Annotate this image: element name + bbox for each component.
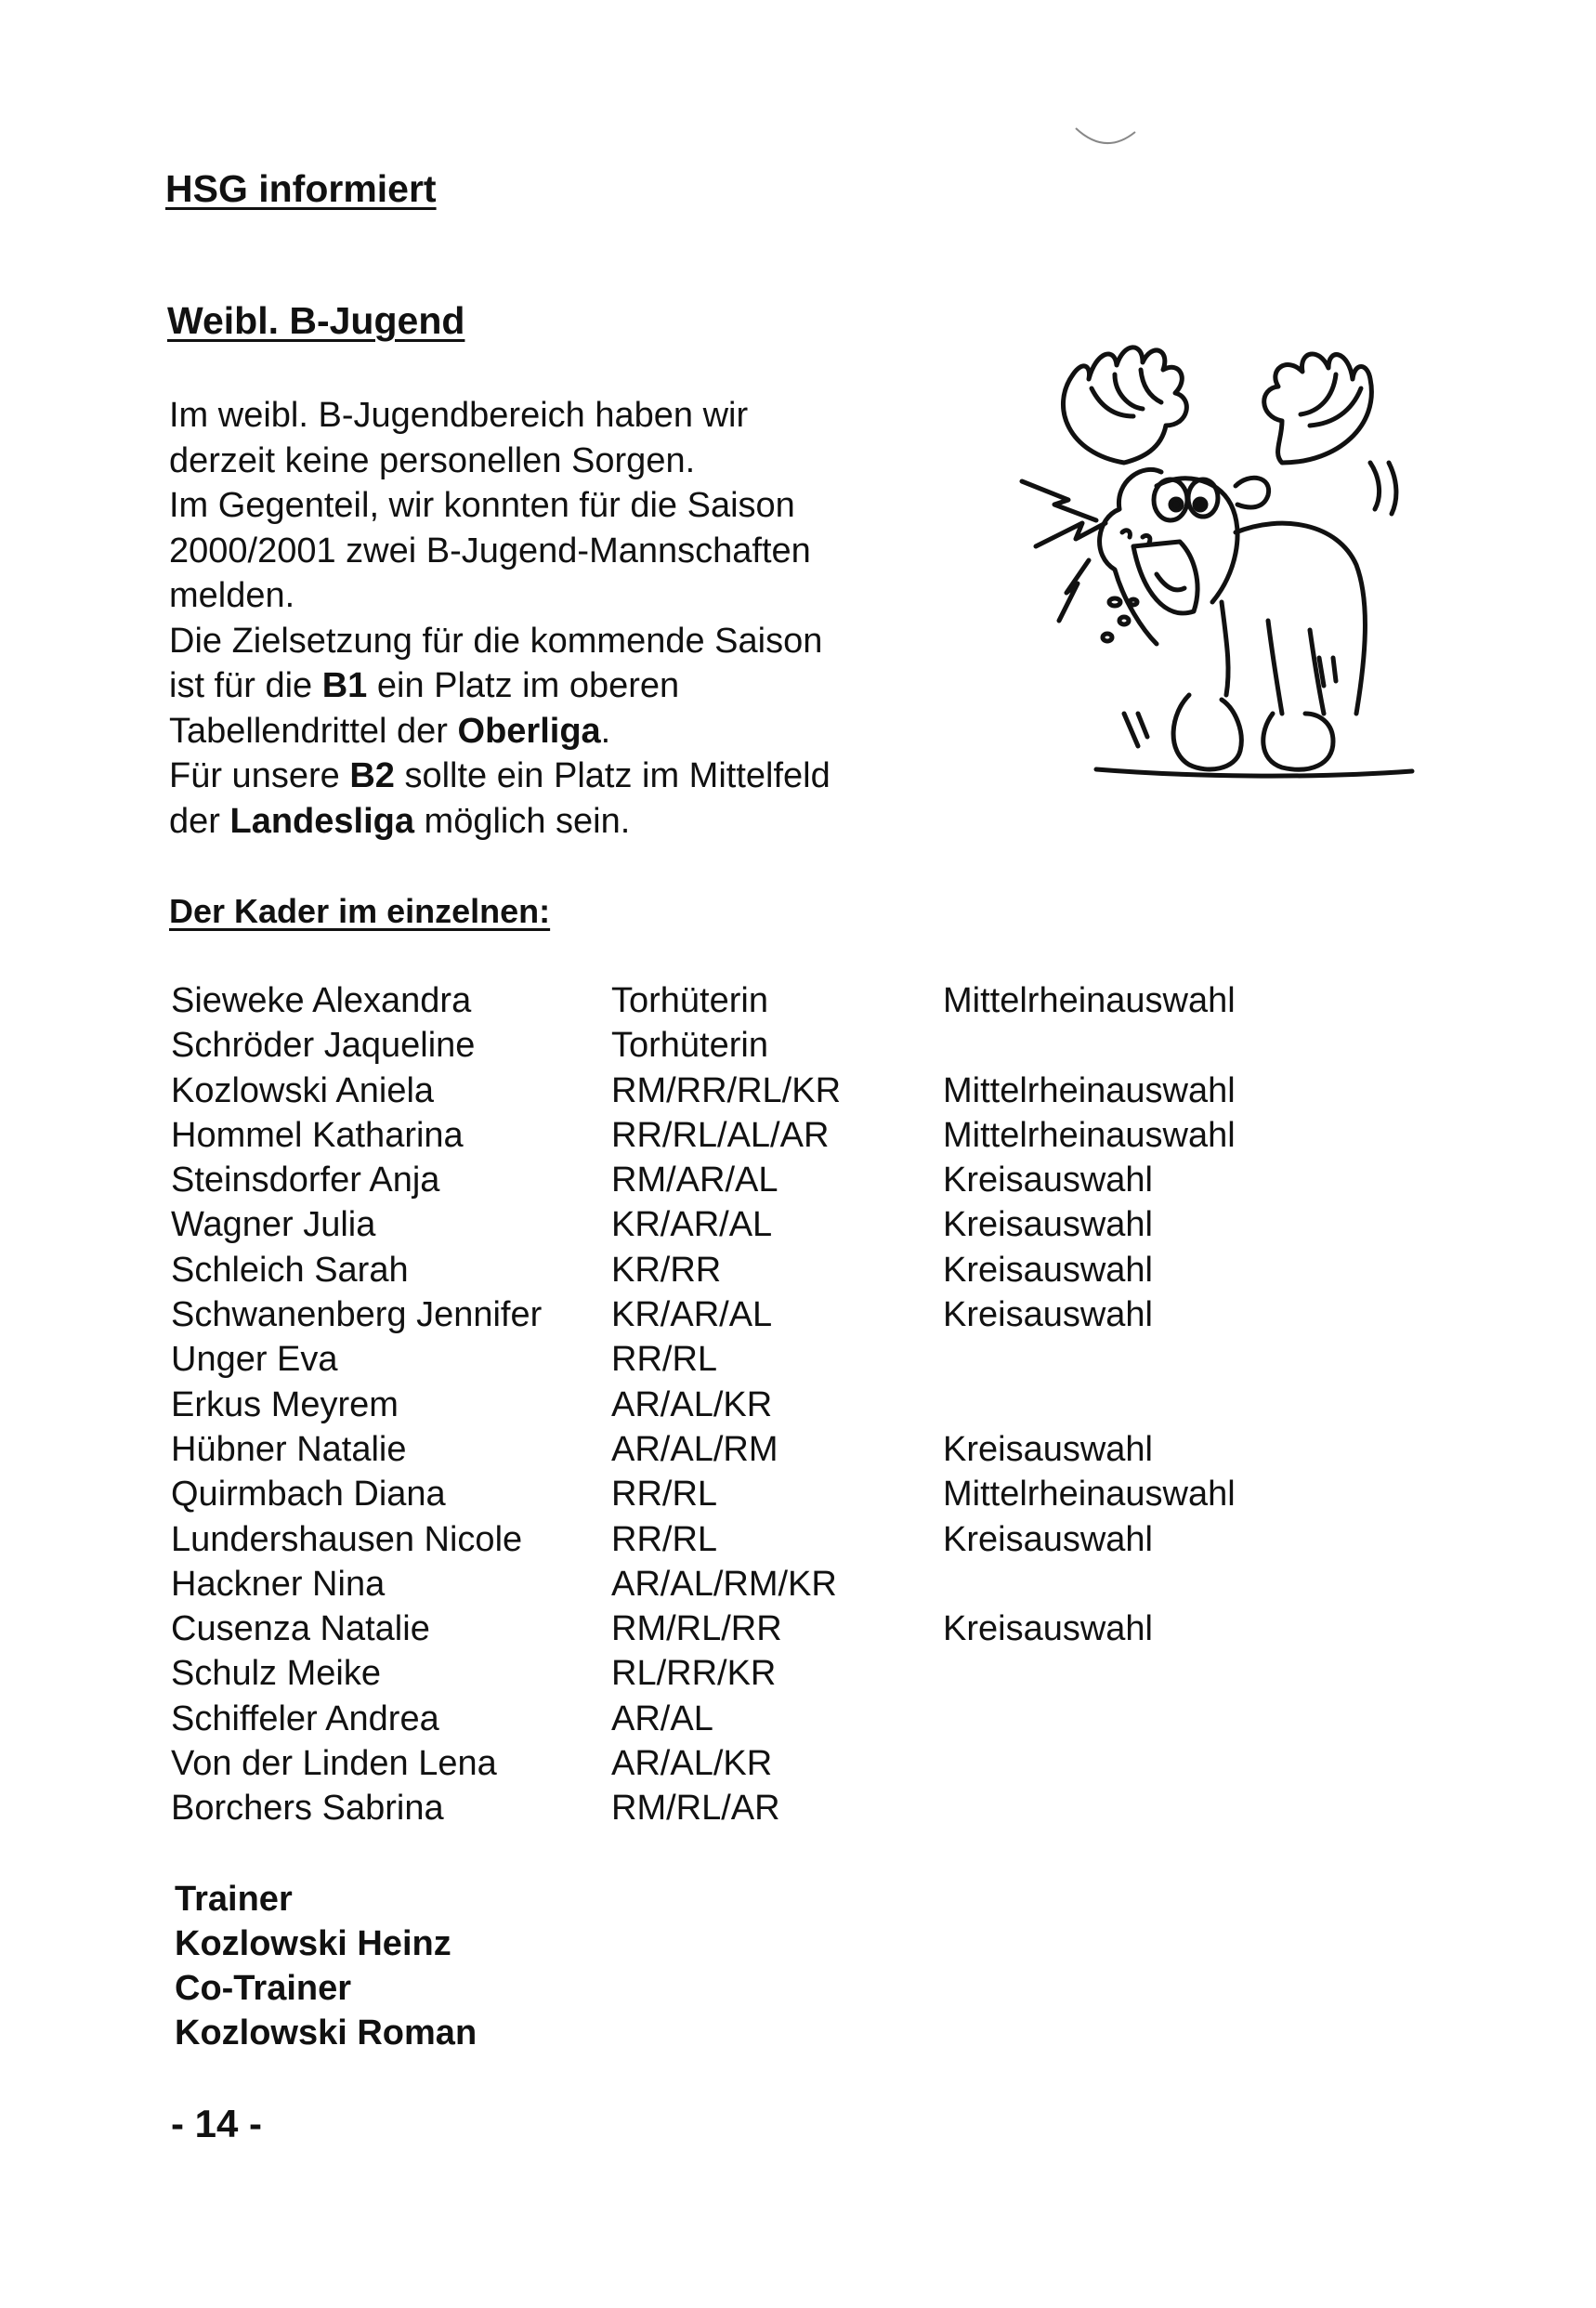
player-selection: Kreisauswahl: [943, 1519, 1153, 1559]
roster-row: [171, 1786, 1286, 1830]
player-position: RR/RL/AL/AR: [611, 1115, 830, 1155]
intro-text-span: ein Platz im oberen: [367, 666, 680, 705]
team-b1: B1: [321, 666, 368, 705]
roster-row: [171, 1113, 1286, 1158]
player-selection: Mittelrheinauswahl: [943, 1115, 1236, 1155]
player-selection: Mittelrheinauswahl: [943, 981, 1236, 1020]
section-title: Weibl. B-Jugend: [167, 299, 465, 342]
player-name: Schröder Jaqueline: [171, 1026, 476, 1066]
player-selection: [943, 1562, 1277, 1606]
player-name: Sieweke Alexandra: [171, 981, 472, 1020]
player-position: RM/AR/AL: [611, 1161, 778, 1200]
intro-line: [169, 709, 968, 754]
player-selection: [943, 1786, 1277, 1830]
roster-row: [171, 1517, 1286, 1562]
player-selection: Kreisauswahl: [943, 1295, 1153, 1335]
intro-line: 2000/2001 zwei B-Jugend-Mannschaften: [169, 531, 811, 570]
roster-row: [171, 1741, 1286, 1786]
player-position: AR/AL/RM: [611, 1429, 778, 1469]
player-position: RR/RL: [611, 1519, 718, 1559]
player-selection: [943, 1337, 1277, 1382]
player-position: RL/RR/KR: [611, 1654, 777, 1694]
intro-text-span: sollte ein Platz im Mittelfeld: [394, 756, 831, 795]
player-position: AR/AL/KR: [611, 1384, 773, 1424]
player-selection: [943, 1741, 1277, 1786]
roster-row: [171, 1472, 1286, 1516]
player-selection: [943, 1697, 1277, 1741]
player-name: Schwanenberg Jennifer: [171, 1295, 543, 1335]
cotrainer-label: Co-Trainer: [175, 1969, 352, 2008]
player-name: Schiffeler Andrea: [171, 1698, 439, 1738]
intro-text-span: möglich sein.: [413, 801, 631, 841]
intro-line: [169, 799, 968, 845]
intro-line: Im weibl. B-Jugendbereich haben wir: [169, 396, 749, 435]
trainer-name: Kozlowski Heinz: [175, 1924, 451, 1963]
player-name: Schulz Meike: [171, 1654, 381, 1694]
player-name: Hackner Nina: [171, 1564, 386, 1604]
player-name: Hommel Katharina: [171, 1115, 464, 1155]
intro-text-span: der: [169, 801, 230, 841]
player-name: Wagner Julia: [171, 1205, 376, 1245]
moose-cartoon-icon: [1003, 323, 1421, 806]
intro-text-span: Für unsere: [169, 756, 350, 795]
roster-row: [171, 1069, 1286, 1113]
roster-row: [171, 978, 1286, 1023]
intro-line: [169, 663, 968, 709]
roster-row: [171, 1651, 1286, 1696]
player-selection: Mittelrheinauswahl: [943, 1070, 1236, 1110]
roster-row: [171, 1337, 1286, 1382]
roster-table: [171, 978, 1286, 1831]
intro-text-span: Tabellendrittel der: [169, 711, 458, 751]
player-name: Unger Eva: [171, 1340, 338, 1380]
player-selection: Kreisauswahl: [943, 1609, 1153, 1649]
roster-row: [171, 1023, 1286, 1068]
player-selection: [943, 1383, 1277, 1427]
cotrainer-name: Kozlowski Roman: [175, 2013, 477, 2052]
player-selection: Kreisauswahl: [943, 1429, 1153, 1469]
player-name: Hübner Natalie: [171, 1429, 407, 1469]
player-position: AR/AL/KR: [611, 1744, 773, 1784]
player-position: KR/RR: [611, 1250, 722, 1290]
player-position: Torhüterin: [611, 981, 768, 1020]
roster-row: [171, 1606, 1286, 1651]
player-selection: Kreisauswahl: [943, 1161, 1153, 1200]
player-position: RR/RL: [611, 1340, 718, 1380]
roster-row: [171, 1248, 1286, 1292]
roster-row: [171, 1292, 1286, 1337]
intro-line: Die Zielsetzung für die kommende Saison: [169, 621, 823, 661]
player-selection: Kreisauswahl: [943, 1205, 1153, 1245]
player-selection: Kreisauswahl: [943, 1250, 1153, 1290]
player-position: KR/AR/AL: [611, 1205, 773, 1245]
player-name: Borchers Sabrina: [171, 1789, 444, 1829]
intro-line: derzeit keine personellen Sorgen.: [169, 440, 696, 480]
trainer-label: Trainer: [175, 1880, 293, 1919]
roster-row: [171, 1562, 1286, 1606]
player-name: Von der Linden Lena: [171, 1744, 497, 1784]
roster-row: [171, 1202, 1286, 1247]
roster-row: [171, 1158, 1286, 1202]
league-oberliga: Oberliga: [457, 711, 601, 751]
player-name: Cusenza Natalie: [171, 1609, 430, 1649]
roster-row: [171, 1697, 1286, 1741]
player-name: Erkus Meyrem: [171, 1384, 399, 1424]
roster-row: [171, 1383, 1286, 1427]
intro-line: melden.: [169, 576, 295, 615]
player-selection: Mittelrheinauswahl: [943, 1475, 1236, 1515]
player-name: Schleich Sarah: [171, 1250, 409, 1290]
player-position: RR/RL: [611, 1475, 718, 1515]
player-position: RM/RR/RL/KR: [611, 1070, 842, 1110]
scan-mark-icon: [1068, 119, 1143, 156]
player-position: RM/RL/AR: [611, 1789, 780, 1829]
roster-heading: Der Kader im einzelnen:: [169, 892, 551, 930]
intro-line: [169, 754, 968, 799]
player-position: AR/AL: [611, 1698, 713, 1738]
player-name: Lundershausen Nicole: [171, 1519, 523, 1559]
intro-text: [169, 393, 968, 844]
player-name: Quirmbach Diana: [171, 1475, 446, 1515]
roster-row: [171, 1427, 1286, 1472]
player-name: Kozlowski Aniela: [171, 1070, 435, 1110]
player-position: KR/AR/AL: [611, 1295, 773, 1335]
player-position: RM/RL/RR: [611, 1609, 782, 1649]
player-name: Steinsdorfer Anja: [171, 1161, 440, 1200]
player-position: AR/AL/RM/KR: [611, 1564, 837, 1604]
league-landesliga: Landesliga: [229, 801, 414, 841]
staff-block: [175, 1877, 477, 2055]
team-b2: B2: [349, 756, 395, 795]
page-number: - 14 -: [171, 2102, 263, 2145]
intro-text-span: .: [600, 711, 611, 751]
intro-line: Im Gegenteil, wir konnten für die Saison: [169, 486, 795, 525]
page-title: HSG informiert: [165, 167, 437, 210]
player-selection: [943, 1651, 1277, 1696]
player-position: Torhüterin: [611, 1026, 768, 1066]
intro-text-span: ist für die: [169, 666, 322, 705]
player-selection: [943, 1023, 1277, 1068]
